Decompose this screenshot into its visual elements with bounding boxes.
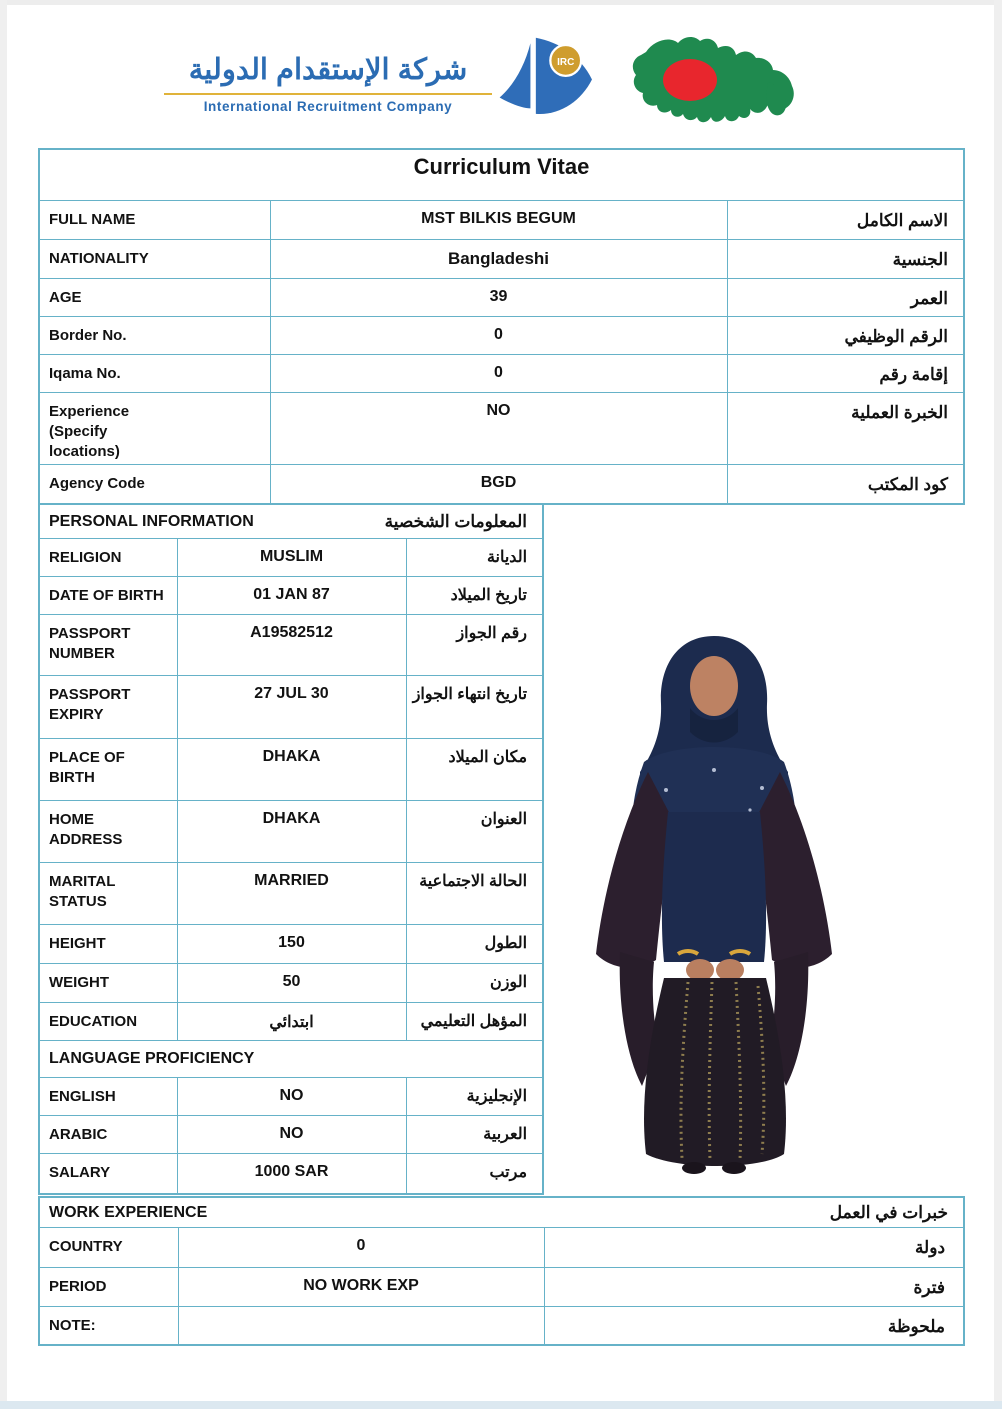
row-label-arabic: فترة bbox=[544, 1268, 964, 1307]
row-label: HOME ADDRESS bbox=[39, 801, 177, 863]
work-experience-table bbox=[38, 1196, 965, 1346]
row-label: Agency Code bbox=[39, 465, 270, 504]
table-row bbox=[39, 1078, 543, 1116]
table-row bbox=[39, 676, 543, 739]
row-label: NATIONALITY bbox=[39, 239, 270, 278]
section-title-arabic: خبرات في العمل bbox=[829, 1202, 949, 1222]
row-label: DATE OF BIRTH bbox=[39, 577, 177, 615]
row-label: WEIGHT bbox=[39, 964, 177, 1003]
table-row bbox=[39, 964, 543, 1003]
table-row bbox=[39, 925, 543, 964]
row-value: 50 bbox=[177, 964, 406, 1003]
row-value: 01 JAN 87 bbox=[177, 577, 406, 615]
row-value: 0 bbox=[270, 354, 727, 392]
row-label: HEIGHT bbox=[39, 925, 177, 964]
table-row bbox=[39, 316, 964, 354]
row-label: PASSPORT EXPIRY bbox=[39, 676, 177, 739]
row-label-arabic: الديانة bbox=[406, 539, 543, 577]
row-label: COUNTRY bbox=[39, 1228, 178, 1268]
candidate-photo bbox=[562, 620, 874, 1188]
table-row bbox=[39, 739, 543, 801]
row-label: ENGLISH bbox=[39, 1078, 177, 1116]
row-label: PASSPORT NUMBER bbox=[39, 615, 177, 676]
row-value: MST BILKIS BEGUM bbox=[270, 200, 727, 239]
row-label: SALARY bbox=[39, 1154, 177, 1194]
company-logo bbox=[158, 52, 498, 114]
page-edge-bottom bbox=[0, 1401, 1002, 1409]
row-label-arabic: إقامة رقم bbox=[727, 354, 964, 392]
row-label-arabic: ملحوظة bbox=[544, 1307, 964, 1345]
row-value: MUSLIM bbox=[177, 539, 406, 577]
row-value: Bangladeshi bbox=[270, 239, 727, 278]
row-label: FULL NAME bbox=[39, 200, 270, 239]
row-label-arabic: الوزن bbox=[406, 964, 543, 1003]
row-label: Experience (Specify locations) bbox=[39, 392, 270, 465]
table-row bbox=[39, 1154, 543, 1194]
page-edge-right bbox=[994, 0, 1002, 1409]
table-row bbox=[39, 577, 543, 615]
row-value: A19582512 bbox=[177, 615, 406, 676]
row-label-arabic: الاسم الكامل bbox=[727, 200, 964, 239]
row-value: NO bbox=[177, 1078, 406, 1116]
section-title: PERSONAL INFORMATION bbox=[49, 512, 254, 530]
summary-table bbox=[38, 148, 965, 505]
row-label-arabic: الإنجليزية bbox=[406, 1078, 543, 1116]
row-label-arabic: العربية bbox=[406, 1116, 543, 1154]
table-row bbox=[39, 465, 964, 504]
row-label-arabic: تاريخ انتهاء الجواز bbox=[406, 676, 543, 739]
row-value: 1000 SAR bbox=[177, 1154, 406, 1194]
row-value: 150 bbox=[177, 925, 406, 964]
row-value: DHAKA bbox=[177, 739, 406, 801]
row-value: 0 bbox=[270, 316, 727, 354]
table-row bbox=[39, 354, 964, 392]
row-label: RELIGION bbox=[39, 539, 177, 577]
row-label: EDUCATION bbox=[39, 1003, 177, 1041]
row-label: PLACE OF BIRTH bbox=[39, 739, 177, 801]
table-row bbox=[39, 1003, 543, 1041]
table-row bbox=[39, 863, 543, 925]
row-value bbox=[178, 1307, 544, 1345]
row-label: Border No. bbox=[39, 316, 270, 354]
row-value: DHAKA bbox=[177, 801, 406, 863]
row-label-arabic: الجنسية bbox=[727, 239, 964, 278]
page-title: Curriculum Vitae bbox=[39, 149, 964, 200]
table-row bbox=[39, 1116, 543, 1154]
row-label: NOTE: bbox=[39, 1307, 178, 1345]
section-header bbox=[39, 504, 543, 539]
section-header bbox=[39, 1041, 543, 1078]
section-title-arabic: المعلومات الشخصية bbox=[384, 511, 528, 531]
row-label-arabic: المؤهل التعليمي bbox=[406, 1003, 543, 1041]
row-label: Iqama No. bbox=[39, 354, 270, 392]
row-label-arabic: مرتب bbox=[406, 1154, 543, 1194]
row-value: BGD bbox=[270, 465, 727, 504]
row-label: AGE bbox=[39, 278, 270, 316]
logo-underline bbox=[164, 93, 492, 95]
row-label-arabic: العمر bbox=[727, 278, 964, 316]
row-label-arabic: الحالة الاجتماعية bbox=[406, 863, 543, 925]
row-label-arabic: تاريخ الميلاد bbox=[406, 577, 543, 615]
table-row bbox=[39, 1307, 964, 1345]
bangladesh-map-icon bbox=[616, 30, 806, 130]
row-label-arabic: دولة bbox=[544, 1228, 964, 1268]
row-label-arabic: الطول bbox=[406, 925, 543, 964]
row-value: ابتدائي bbox=[177, 1003, 406, 1041]
irc-badge-text: IRC bbox=[557, 56, 575, 68]
row-label-arabic: العنوان bbox=[406, 801, 543, 863]
table-row bbox=[39, 1268, 964, 1307]
table-row bbox=[39, 615, 543, 676]
page-edge-left bbox=[0, 0, 7, 1409]
row-label-arabic: رقم الجواز bbox=[406, 615, 543, 676]
logo-arabic-name: شركة الإستقدام الدولية bbox=[188, 54, 468, 86]
table-row bbox=[39, 392, 964, 465]
row-value: NO WORK EXP bbox=[178, 1268, 544, 1307]
row-label: PERIOD bbox=[39, 1268, 178, 1307]
table-row bbox=[39, 278, 964, 316]
row-label-arabic: الخبرة العملية bbox=[727, 392, 964, 465]
row-label: MARITAL STATUS bbox=[39, 863, 177, 925]
row-value: MARRIED bbox=[177, 863, 406, 925]
section-title: WORK EXPERIENCE bbox=[49, 1203, 208, 1221]
section-title: LANGUAGE PROFICIENCY bbox=[49, 1050, 255, 1067]
row-value: NO bbox=[270, 392, 727, 465]
personal-info-table bbox=[38, 503, 544, 1195]
table-row bbox=[39, 1228, 964, 1268]
row-label: ARABIC bbox=[39, 1116, 177, 1154]
table-row bbox=[39, 801, 543, 863]
row-label-arabic: الرقم الوظيفي bbox=[727, 316, 964, 354]
section-header bbox=[39, 1197, 964, 1228]
table-row bbox=[39, 539, 543, 577]
row-label-arabic: مكان الميلاد bbox=[406, 739, 543, 801]
row-label-arabic: كود المكتب bbox=[727, 465, 964, 504]
table-row bbox=[39, 200, 964, 239]
page-edge-top bbox=[0, 0, 1002, 5]
logo-english-name: International Recruitment Company bbox=[203, 98, 453, 114]
row-value: 0 bbox=[178, 1228, 544, 1268]
row-value: 27 JUL 30 bbox=[177, 676, 406, 739]
row-value: 39 bbox=[270, 278, 727, 316]
irc-sail-logo-icon bbox=[494, 36, 594, 127]
row-value: NO bbox=[177, 1116, 406, 1154]
table-row bbox=[39, 239, 964, 278]
